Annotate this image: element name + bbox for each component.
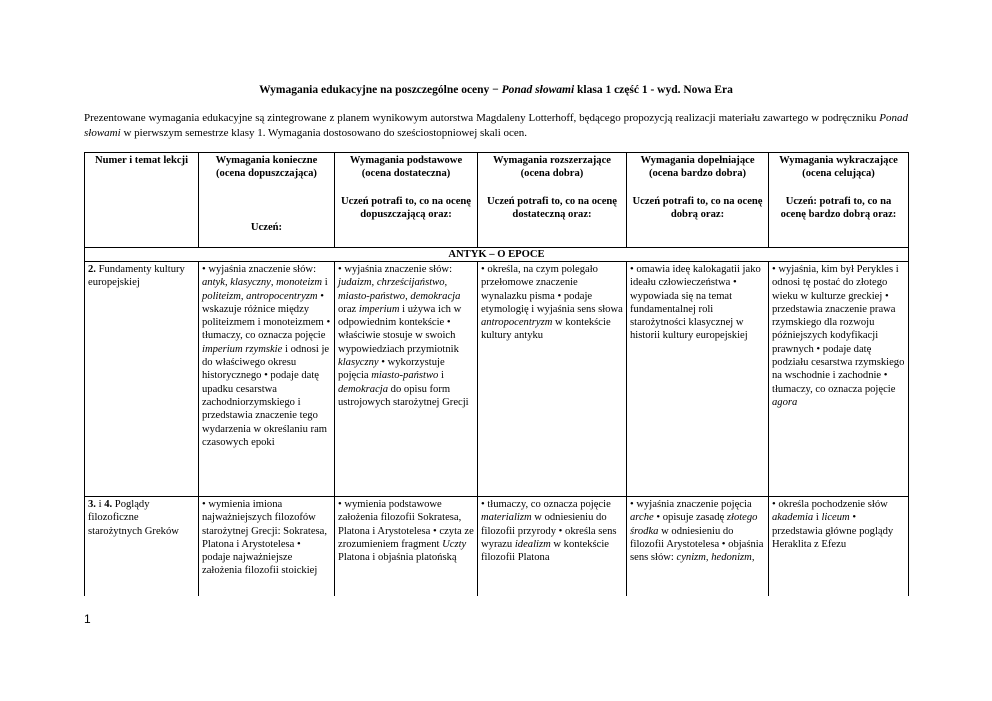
table-header-row	[85, 153, 909, 248]
header-lesson: Numer i temat lekcji	[85, 153, 199, 248]
header-exceeding: Wymagania wykraczające (ocena celująca) Uczeń: potrafi to, co na ocenę bardzo dobrą oraz:	[769, 153, 909, 248]
cell-complementary: • omawia ideę kalokagatii jako ideału człowieczeństwa • wypowiada się na temat fundamentalnej roli starożytności klasycznej w historii kultury europejskiej	[627, 262, 769, 497]
lesson-cell: 3. i 4. Poglądy filozoficzne starożytnych Greków	[85, 497, 199, 597]
header-basic: Wymagania podstawowe (ocena dostateczna) Uczeń potrafi to, co na ocenę dopuszczającą oraz:	[335, 153, 478, 248]
cell-basic: • wymienia podstawowe założenia filozofii Sokratesa, Platona i Arystotelesa • czyta ze zrozumieniem fragment Uczty Platona i objaśnia platońską	[335, 497, 478, 597]
page-number: 1	[84, 612, 91, 626]
cell-required: • wymienia imiona najważniejszych filozofów starożytnej Grecji: Sokratesa, Platona i Arystotelesa • podaje najważniejsze założenia filozofii stoickiej	[199, 497, 335, 597]
header-required: Wymagania konieczne (ocena dopuszczająca) Uczeń:	[199, 153, 335, 248]
table-row	[85, 497, 909, 597]
cell-exceeding: • wyjaśnia, kim był Perykles i odnosi tę postać do złotego wieku w kulturze greckiej • przedstawia znaczenie prawa rzymskiego dla rozwoju późniejszych kodyfikacji prawnych • podaje datę podziału cesarstwa rzymskiego na wschodnie i zachodnie • tłumaczy, co oznacza pojęcie agora	[769, 262, 909, 497]
lesson-cell: 2. Fundamenty kultury europejskiej	[85, 262, 199, 497]
table-row	[85, 262, 909, 497]
cell-extended: • określa, na czym polegało przełomowe znaczenie wynalazku pisma • podaje etymologię i wyjaśnia sens słowa antropocentryzm w kontekście kultury antyku	[478, 262, 627, 497]
page-title: Wymagania edukacyjne na poszczególne oceny − Ponad słowami klasa 1 część 1 - wyd. Nowa Era	[259, 84, 733, 96]
cell-extended: • tłumaczy, co oznacza pojęcie materializm w odniesieniu do filozofii przyrody • określa sens wyrazu idealizm w kontekście filozofii Platona	[478, 497, 627, 597]
requirements-table	[84, 152, 909, 596]
cell-exceeding: • określa pochodzenie słów akademia i liceum • przedstawia główne poglądy Heraklita z Efezu	[769, 497, 909, 597]
cell-required: • wyjaśnia znaczenie słów: antyk, klasyczny, monoteizm i politeizm, antropocentryzm • wskazuje różnice między politeizmem i monoteizmem • tłumaczy, co oznacza pojęcie imperium rzymskie i odnosi je do właściwego okresu historycznego • podaje datę upadku cesarstwa zachodniorzymskiego i przedstawia znaczenie tego wydarzenia w określaniu ram czasowych epoki	[199, 262, 335, 497]
intro-paragraph: Prezentowane wymagania edukacyjne są zintegrowane z planem wynikowym autorstwa Magdaleny Lotterhoff, będącego propozycją realizacji materiału zawartego w podręczniku Ponad słowami w pierwszym semestrze klasy 1. Wymagania dostosowano do sześciostopniowej skali ocen.	[84, 112, 908, 139]
header-complementary: Wymagania dopełniające (ocena bardzo dobra) Uczeń potrafi to, co na ocenę dobrą oraz:	[627, 153, 769, 248]
header-extended: Wymagania rozszerzające (ocena dobra) Uczeń potrafi to, co na ocenę dostateczną oraz:	[478, 153, 627, 248]
cell-complementary: • wyjaśnia znaczenie pojęcia arche • opisuje zasadę złotego środka w odniesieniu do filozofii Arystotelesa • objaśnia sens słów: cynizm, hedonizm,	[627, 497, 769, 597]
cell-basic: • wyjaśnia znaczenie słów: judaizm, chrześcijaństwo, miasto-państwo, demokracja oraz imperium i używa ich w odpowiednim kontekście • właściwie stosuje w swoich wypowiedziach przymiotnik klasyczny • wykorzystuje pojęcia miasto-państwo i demokracja do opisu form ustrojowych starożytnej Grecji	[335, 262, 478, 497]
epoch-heading: ANTYK – O EPOCE	[85, 248, 909, 262]
